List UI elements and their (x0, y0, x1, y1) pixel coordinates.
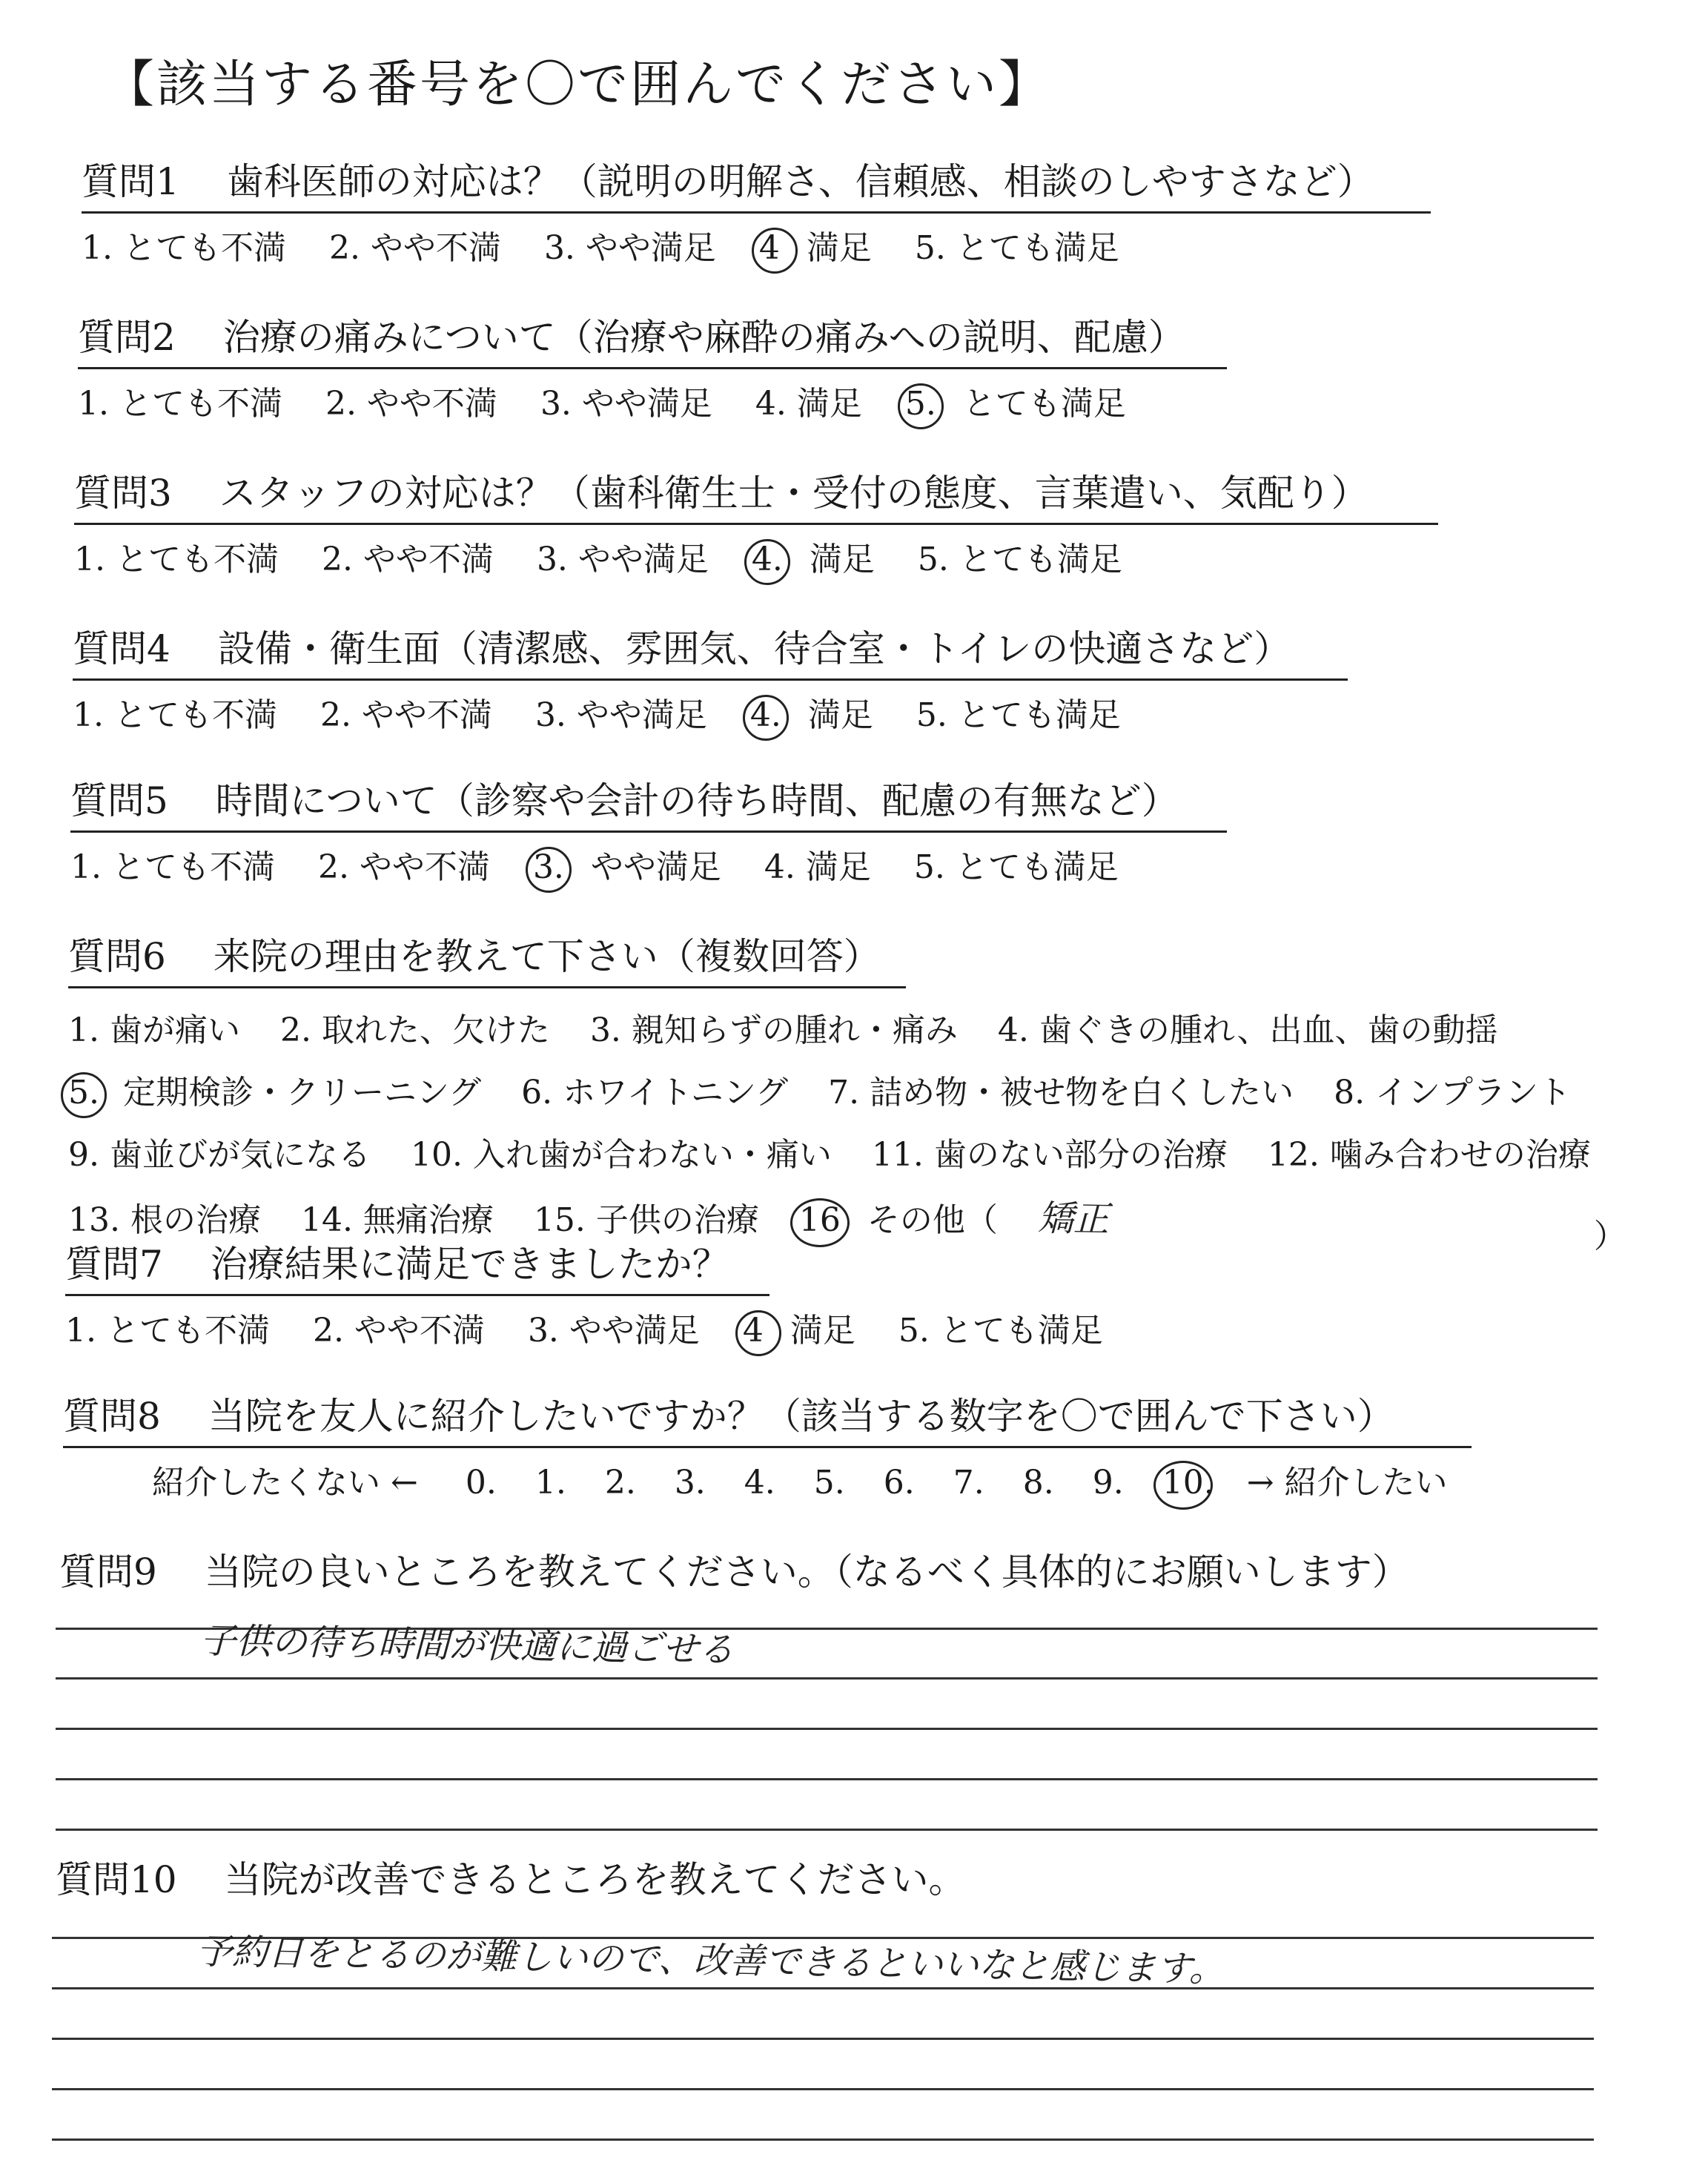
question-1-options (82, 221, 1431, 268)
question-6-line-1 (68, 1003, 1656, 1051)
question-number: 質問8 (63, 1395, 161, 1438)
option-1[interactable]: 1. とても不満 (74, 541, 279, 578)
question-number: 質問1 (82, 160, 179, 203)
answer-line (56, 1829, 1598, 1831)
question-number: 質問3 (74, 472, 172, 515)
scale-0[interactable]: 0. (465, 1464, 497, 1502)
option-4[interactable]: 4. 歯ぐきの腫れ、出血、歯の動揺 (997, 1011, 1498, 1049)
option-4[interactable]: 4. 満足 (764, 848, 871, 886)
question-text: 当院を友人に紹介したいですか？（該当する数字を〇で囲んで下さい） (208, 1395, 1394, 1438)
option-6[interactable]: 6. ホワイトニング (521, 1074, 789, 1112)
scale-5[interactable]: 5. (813, 1464, 845, 1502)
option-5-label: とても満足 (962, 385, 1126, 423)
option-4-selected[interactable]: 4. (749, 696, 781, 734)
question-number: 質問10 (56, 1858, 177, 1901)
answer-line (52, 2038, 1594, 2040)
scale-left-label: 紹介したくない ← (152, 1464, 418, 1502)
option-4-label: 満足 (790, 1312, 855, 1350)
option-3[interactable]: 3. やや満足 (527, 1312, 700, 1350)
option-13[interactable]: 13. 根の治療 (68, 1201, 261, 1239)
option-2[interactable]: 2. やや不満 (325, 385, 497, 423)
option-1[interactable]: 1. とても不満 (82, 229, 286, 267)
scale-right-label: → 紹介したい (1246, 1464, 1448, 1502)
question-text: 設備・衛生面（清潔感、雰囲気、待合室・トイレの快適さなど） (217, 627, 1291, 670)
page-title: 【該当する番号を〇で囲んでください】 (104, 56, 1052, 114)
question-4-header (73, 619, 1348, 681)
question-3-header (74, 463, 1438, 525)
option-4-selected[interactable]: 4. (751, 541, 783, 578)
option-5[interactable]: 5. とても満足 (916, 696, 1121, 734)
option-3[interactable]: 3. やや満足 (536, 541, 709, 578)
question-6-line-3 (68, 1128, 1656, 1175)
question-number: 質問4 (73, 627, 171, 670)
answer-line (52, 1987, 1594, 1989)
other-close-paren: ） (1593, 1218, 1626, 1255)
option-5-selected[interactable]: 5. (904, 385, 936, 423)
option-2[interactable]: 2. やや不満 (321, 541, 494, 578)
option-1[interactable]: 1. とても不満 (65, 1312, 270, 1350)
question-number: 質問7 (65, 1243, 163, 1286)
question-10-answer[interactable]: 予約日をとるのが難しいので、改善できるといいなと感じます。 (196, 1930, 1225, 1991)
option-2[interactable]: 2. やや不満 (317, 848, 490, 886)
option-8[interactable]: 8. インプラント (1334, 1074, 1572, 1112)
option-1[interactable]: 1. とても不満 (78, 385, 282, 423)
question-10-header (56, 1850, 966, 1909)
question-text: スタッフの対応は？（歯科衛生士・受付の態度、言葉遣い、気配り） (219, 472, 1368, 515)
question-10 (56, 1850, 966, 1909)
question-8-header (63, 1387, 1472, 1448)
question-9-answer[interactable]: 子供の待ち時間が快適に過ごせる (199, 1619, 735, 1671)
option-2[interactable]: 2. やや不満 (320, 696, 492, 734)
question-6 (68, 927, 1656, 1255)
option-5[interactable]: 5. とても満足 (898, 1312, 1103, 1350)
option-5[interactable]: 5. とても満足 (917, 541, 1122, 578)
option-10[interactable]: 10. 入れ歯が合わない・痛い (410, 1136, 832, 1174)
question-number: 質問9 (59, 1550, 157, 1593)
question-text: 当院の良いところを教えてください。（なるべく具体的にお願いします） (204, 1550, 1409, 1593)
question-5-header (70, 771, 1227, 833)
question-7-header (65, 1235, 769, 1296)
question-6-header (68, 927, 906, 988)
question-1-header (82, 152, 1431, 214)
question-8 (63, 1387, 1476, 1503)
option-3[interactable]: 3. やや満足 (543, 229, 716, 267)
answer-line (56, 1728, 1598, 1730)
scale-2[interactable]: 2. (604, 1464, 636, 1502)
option-2[interactable]: 2. 取れた、欠けた (279, 1011, 550, 1049)
option-15[interactable]: 15. 子供の治療 (533, 1201, 759, 1239)
option-4-label: 満足 (806, 229, 872, 267)
question-text: 治療の痛みについて（治療や麻酔の痛みへの説明、配慮） (222, 316, 1185, 359)
question-9 (59, 1542, 1409, 1602)
option-3[interactable]: 3. 親知らずの腫れ・痛み (589, 1011, 958, 1049)
option-3[interactable]: 3. やや満足 (540, 385, 712, 423)
option-3-label: やや満足 (590, 848, 721, 886)
scale-3[interactable]: 3. (674, 1464, 706, 1502)
question-number: 質問5 (70, 779, 168, 822)
question-text: 当院が改善できるところを教えてください。 (224, 1858, 966, 1901)
question-number: 質問2 (78, 316, 176, 359)
answer-line (52, 2088, 1594, 2090)
question-text: 治療結果に満足できましたか？ (210, 1243, 729, 1286)
option-3-selected[interactable]: 3. (532, 848, 564, 886)
option-1[interactable]: 1. とても不満 (70, 848, 275, 886)
question-2-options (78, 377, 1227, 424)
option-5[interactable]: 5. とても満足 (914, 229, 1119, 267)
option-4[interactable]: 4. 満足 (755, 385, 862, 423)
question-6-line-4 (68, 1190, 1656, 1255)
answer-line (56, 1778, 1598, 1780)
option-7[interactable]: 7. 詰め物・被せ物を白くしたい (828, 1074, 1294, 1112)
scale-1[interactable]: 1. (534, 1464, 566, 1502)
option-9[interactable]: 9. 歯並びが気になる (68, 1136, 371, 1174)
option-4-selected[interactable]: 4 (742, 1312, 764, 1350)
option-1[interactable]: 1. 歯が痛い (68, 1011, 240, 1049)
answer-line (56, 1677, 1598, 1680)
question-3-options (74, 532, 1438, 580)
option-4-label: 満足 (809, 541, 875, 578)
option-1[interactable]: 1. とても不満 (73, 696, 277, 734)
option-5[interactable]: 5. とても満足 (913, 848, 1119, 886)
question-7 (65, 1235, 1136, 1351)
scale-10-selected[interactable]: 10. (1162, 1464, 1214, 1502)
question-text: 来院の理由を教えて下さい（複数回答） (213, 935, 881, 978)
question-2 (78, 308, 1227, 424)
option-14[interactable]: 14. 無痛治療 (300, 1201, 494, 1239)
recommend-scale (63, 1456, 1476, 1503)
question-7-options (65, 1304, 1136, 1351)
scale-6[interactable]: 6. (883, 1464, 915, 1502)
option-16-label: その他（ (867, 1201, 998, 1239)
option-11[interactable]: 11. 歯のない部分の治療 (871, 1136, 1228, 1174)
question-1 (82, 152, 1431, 268)
scale-7[interactable]: 7. (953, 1464, 984, 1502)
question-number: 質問6 (68, 935, 166, 978)
question-5 (70, 771, 1227, 888)
question-4-options (73, 688, 1348, 736)
question-4 (73, 619, 1348, 736)
option-4-label: 満足 (807, 696, 873, 734)
scale-8[interactable]: 8. (1022, 1464, 1054, 1502)
question-2-header (78, 308, 1227, 369)
option-5-selected[interactable]: 5. (68, 1074, 99, 1112)
scale-9[interactable]: 9. (1092, 1464, 1124, 1502)
question-text: 歯科医師の対応は？（説明の明解さ、信頼感、相談のしやすさなど） (226, 160, 1374, 203)
option-16-selected[interactable]: 16 (798, 1201, 841, 1239)
option-2[interactable]: 2. やや不満 (328, 229, 501, 267)
question-9-header (59, 1542, 1409, 1602)
answer-line (52, 2138, 1594, 2141)
option-2[interactable]: 2. やや不満 (312, 1312, 485, 1350)
option-3[interactable]: 3. やや満足 (534, 696, 707, 734)
question-5-options (70, 840, 1227, 888)
option-12[interactable]: 12. 噛み合わせの治療 (1267, 1136, 1591, 1174)
option-5-label: 定期検診・クリーニング (122, 1074, 482, 1112)
option-4-selected[interactable]: 4 (758, 229, 780, 267)
question-3 (74, 463, 1438, 580)
question-6-line-2 (68, 1066, 1656, 1113)
scale-4[interactable]: 4. (744, 1464, 775, 1502)
other-answer-handwritten[interactable]: 矯正 (1037, 1198, 1110, 1241)
question-text: 時間について（診察や会計の待ち時間、配慮の有無など） (215, 779, 1179, 822)
